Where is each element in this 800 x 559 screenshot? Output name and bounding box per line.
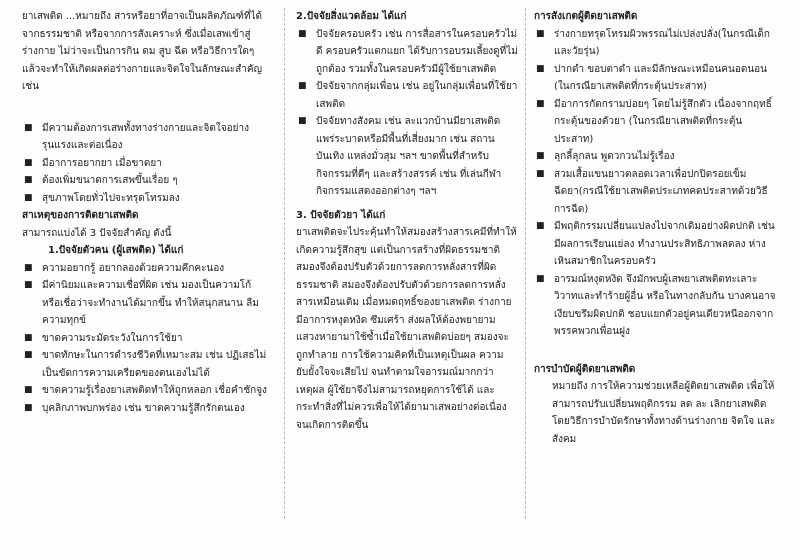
factor3-heading: 3. ปัจจัยตัวยา ได้แก่ bbox=[296, 209, 386, 221]
list-item: ■ ลุกลี้ลุกลน พูดวกวนไม่รู้เรื่อง bbox=[534, 148, 778, 166]
list-item: ■ ขาดทักษะในการดำรงชีวิตที่เหมาะสม เช่น ปฏิเสธไม่เป็นขัดการความเครียดของตนเองไม่ได้ bbox=[22, 347, 270, 382]
column-divider bbox=[525, 8, 526, 519]
signs-heading: การสังเกตผู้ติดยาเสพติด bbox=[534, 11, 638, 22]
bullet-icon: ■ bbox=[24, 332, 33, 343]
list-item: ■ ปากดำ ขอบตาดำ และมีลักษณะเหมือนคนอดนอน (ในกรณียาเสพติดที่กระตุ้นประสาท) bbox=[534, 61, 778, 96]
bullet-icon: ■ bbox=[24, 350, 33, 360]
treatment-heading: การบำบัดผู้ติดยาเสพติด bbox=[534, 363, 636, 375]
list-item: ■ ต้องเพิ่มขนาดการเสพขึ้นเรื่อย ๆ bbox=[22, 172, 270, 190]
factor1-heading: 1.ปัจจัยตัวคน (ผู้เสพติด) ได้แก่ bbox=[48, 245, 184, 256]
column-divider bbox=[284, 8, 285, 519]
drug-definition-text: ยาเสพติด ...หมายถึง สารหรือยาที่อาจเป็นผลิตภัณฑ์ที่ได้จากธรรมชาติ หรือจากการสังเคราะห์ ซึ่งเมื่อเสพเข้าสู่ร่างกาย ไม่ว่าจะเป็นการกิน ดม สูบ ฉีด หรือวิธีการใดๆ แล้วจะทำให้เกิดผลต่อร่างกายและจิตใจในลักษณะสำคัญ เช่น bbox=[22, 11, 263, 92]
list-item: ■ มีอาการอยากยา เมื่อขาดยา bbox=[22, 155, 270, 173]
bullet-icon: ■ bbox=[24, 192, 33, 203]
factor3-text: ยาเสพติดจะไประคุ้นทำให้สมองสร้างสารเคมีที่ทำให้เกิดความรู้สึกสุข แต่เป็นการสร้างที่ผิดธรรมชาติสมองจึงต้องปรับตัวด้วยการลดการหลั่งสารที่ผิดธรรมชาติ สมองจึงต้องปรับตัวด้วยการลดการหลั่งสารเหมือนเดิม เมื่อหมดฤทธิ์ของยาเสพติด ร่างกายมีอาการหงุดหงิด ซึมเศร้า ส่งผลให้ต้องพยายามแสวงหายามาใช้ซ้ำเมื่อใช้ยาเสพติดบ่อยๆ สมองจะถูกทำลาย การใช้ความคิดที่เป็นเหตุเป็นผล ความยับยั้งใจจะเสียไป จนทำตามใจอารมณ์มากกว่าเหตุผล ผู้ใช้ยาจึงไม่สามารถหยุดการใช้ได้ และกระทำสิ่งที่ไม่ควรเพื่อให้ได้ยามาเสพอย่างต่อเนื่อง จนเกิดการติดขึ้น bbox=[296, 227, 517, 431]
list-item: ■ สวมเสื้อแขนยาวตลอดเวลาเพื่อปกปิดรอยเข็มฉีดยา(กรณีใช้ยาเสพติดประเภทคดประสาทด้วยวิธีการฉีด) bbox=[534, 166, 778, 219]
list-item: ■ ร่างกายทรุดโทรมผิวพรรณไม่เปล่งปลั่ง(ในกรณีเด็กและวัยรุ่น) bbox=[534, 26, 778, 61]
treatment-text: หมายถึง การให้ความช่วยเหลือผู้ติดยาเสพติด เพื่อให้สามารถปรับเปลี่ยนพฤติกรรม ลด ละ เลิกยาเสพติด โดยวิธีการบำบัดรักษาทั้งทางด้านร่างกาย จิตใจ และสังคม bbox=[552, 381, 776, 445]
list-item: ■ ขาดความระมัดระวังในการใช้ยา bbox=[22, 330, 270, 348]
bullet-icon: ■ bbox=[536, 98, 545, 109]
bullet-icon: ■ bbox=[298, 81, 307, 91]
causes-heading: สาเหตุของการติดยาเสพติด bbox=[22, 210, 139, 221]
causes-intro: สามารถแบ่งได้ 3 ปัจจัยสำคัญ ดังนี้ bbox=[22, 227, 172, 239]
bullet-icon: ■ bbox=[536, 273, 545, 284]
signs-list bbox=[534, 26, 778, 341]
bullet-icon: ■ bbox=[536, 168, 545, 179]
bullet-icon: ■ bbox=[24, 175, 33, 185]
list-item: ■ สุขภาพโดยทั่วไปจะทรุดโทรมลง bbox=[22, 190, 270, 208]
factor1-list bbox=[22, 260, 270, 418]
list-item: ■ อารมณ์หงุดหงิด จึงมักพบผู้เสพยาเสพติดทะเลาะวิวาทและทำร้ายผู้อื่น หรือในทางกลับกัน บางคนอาจเงียบขรึมผิดปกติ ชอบแยกตัวอยู่คนเดียวหนีออกจากพรรคพวกเพื่อนฝูง bbox=[534, 271, 778, 341]
list-item: ■ ปัจจัยครอบครัว เช่น การสื่อสารในครอบครัวไม่ดี ครอบครัวแตกแยก ได้รับการอบรมเลี้ยงดูที่ไม่ถูกต้อง รวมทั้งในครอบครัวมีผู้ใช้ยาเสพติด bbox=[296, 26, 518, 79]
bullet-icon: ■ bbox=[24, 402, 33, 413]
bullet-icon: ■ bbox=[536, 151, 545, 161]
list-item: ■ มีพฤติกรรมเปลี่ยนแปลงไปจากเดิมอย่างผิดปกติ เช่น มีผลการเรียนแย่ลง ทำงานประสิทธิภาพลดลง ห่างเหินสมาชิกในครอบครัว bbox=[534, 218, 778, 271]
bullet-icon: ■ bbox=[536, 63, 545, 74]
bullet-icon: ■ bbox=[24, 262, 33, 273]
list-item: ■ มีค่านิยมและความเชื่อที่ผิด เช่น มองเป็นความโก้ หรือเชื่อว่าจะทำงานได้มากขึ้น ทำให้สนุกสนาน ลืมความทุกข์ bbox=[22, 277, 270, 330]
bullet-icon: ■ bbox=[298, 28, 307, 39]
factor2-heading: 2.ปัจจัยสิ่งแวดล้อม ได้แก่ bbox=[296, 11, 407, 22]
list-item: ■ ปัจจัยจากกลุ่มเพื่อน เช่น อยู่ในกลุ่มเพื่อนที่ใช้ยาเสพติด bbox=[296, 78, 518, 113]
list-item: ■ บุคลิกภาพบกพร่อง เช่น ขาดความรู้สึกรักตนเอง bbox=[22, 400, 270, 418]
bullet-icon: ■ bbox=[536, 221, 545, 231]
bullet-icon: ■ bbox=[24, 385, 33, 395]
list-item: ■ ความอยากรู้ อยากลองด้วยความคึกคะนอง bbox=[22, 260, 270, 278]
list-item: ■ มีอาการกัดกรามบ่อยๆ โดยไม่รู้สึกตัว เนื่องจากฤทธิ์กระตุ้นของตัวยา (ในกรณียาเสพติดที่กระตุ้นประสาท) bbox=[534, 96, 778, 149]
list-item: ■ ขาดความรู้เรื่องยาเสพติดทำให้ถูกหลอก เชื่อคำชักจูง bbox=[22, 382, 270, 400]
factor2-list bbox=[296, 26, 518, 201]
drug-effects-list bbox=[22, 120, 270, 208]
bullet-icon: ■ bbox=[298, 116, 307, 126]
bullet-icon: ■ bbox=[24, 280, 33, 290]
bullet-icon: ■ bbox=[536, 28, 545, 39]
list-item: ■ มีความต้องการเสพทั้งทางร่างกายและจิตใจอย่างรุนแรงและต่อเนื่อง bbox=[22, 120, 270, 155]
column-middle bbox=[296, 0, 518, 434]
list-item: ■ ปัจจัยทางสังคม เช่น ละแวกบ้านมียาเสพติดแพร่ระบาดหรือมีพื้นที่เสี่ยงมาก เช่น สถานบันเทิง แหล่งมั่วสุม ฯลฯ ขาดพื้นที่สำหรับกิจกรรมที่ดีๆ และสร้างสรรค์ เช่น ที่เล่นกีฬา กิจกรรมแสดงออกต่างๆ ฯลฯ bbox=[296, 113, 518, 201]
bullet-icon: ■ bbox=[24, 157, 33, 168]
column-left bbox=[22, 0, 270, 417]
bullet-icon: ■ bbox=[24, 122, 33, 133]
column-right bbox=[534, 0, 778, 448]
